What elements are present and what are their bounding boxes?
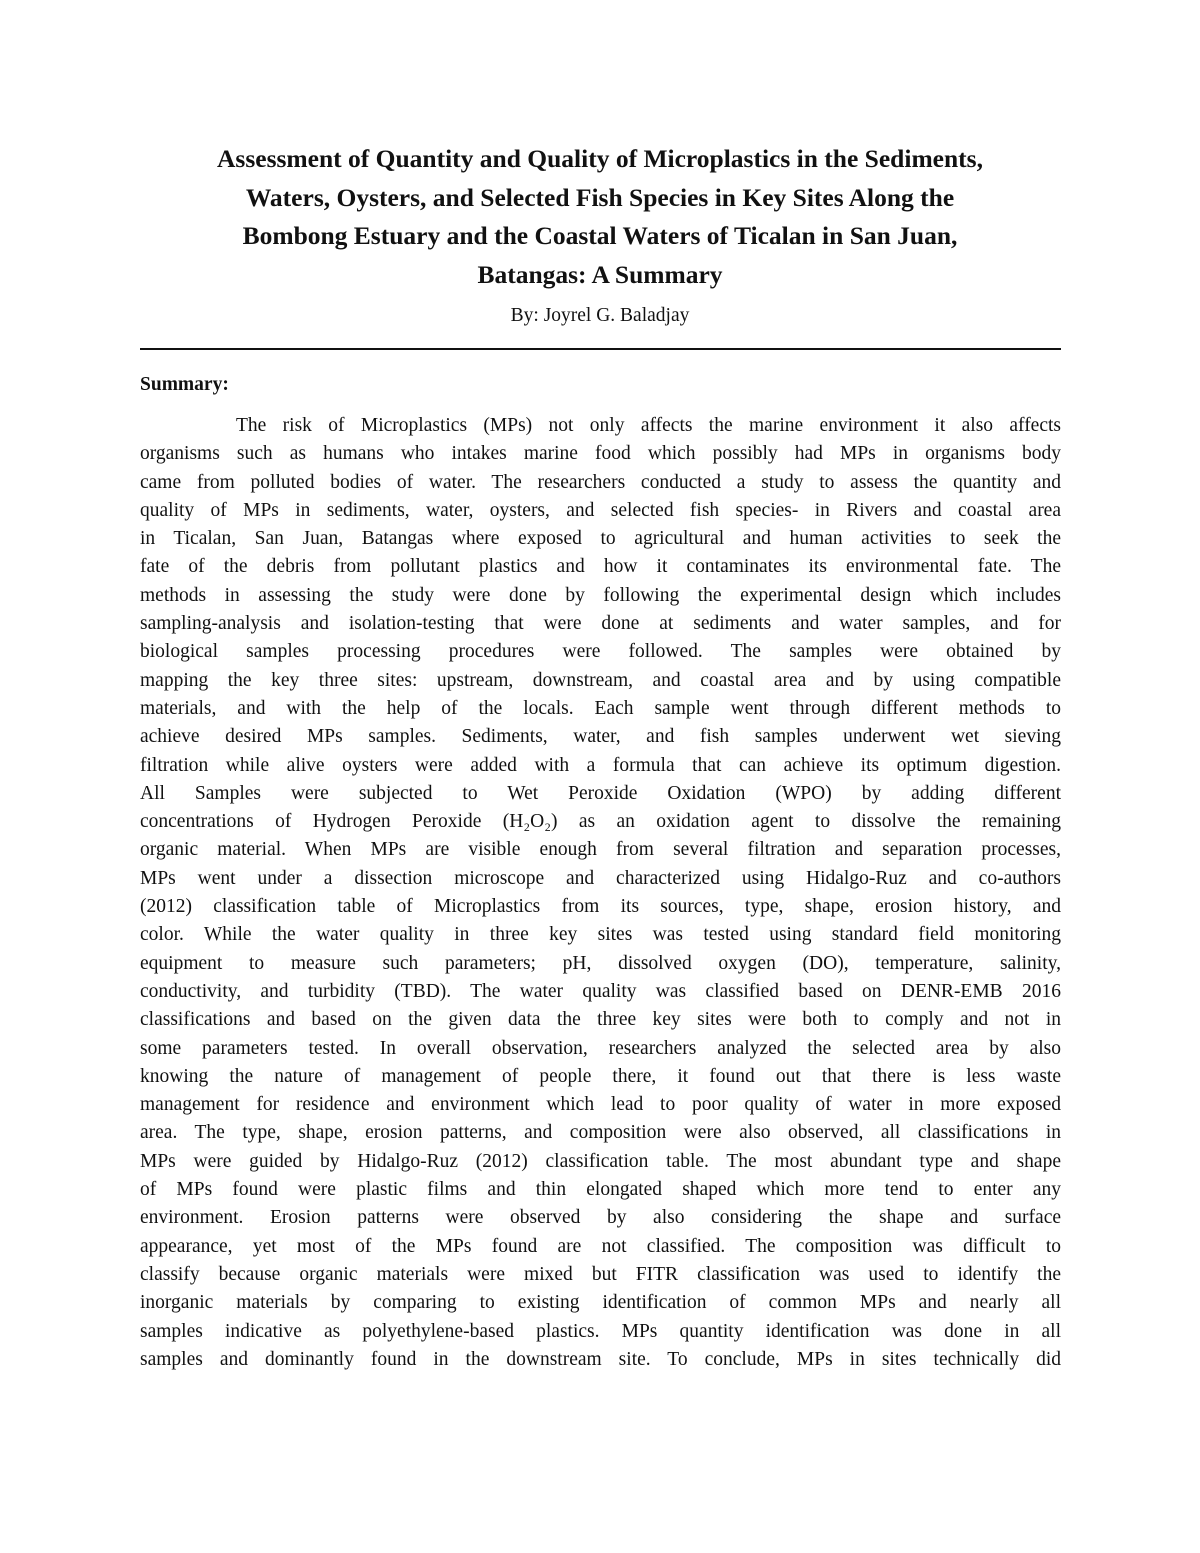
paragraph-line: in Ticalan, San Juan, Batangas where exposed to agricultural and human activities to seek the: [140, 528, 1061, 550]
paragraph-line: some parameters tested. In overall observation, researchers analyzed the selected area by also: [140, 1037, 1061, 1059]
paragraph-line: sampling-analysis and isolation-testing that were done at sediments and water samples, and for: [140, 613, 1061, 635]
paragraph-line: environment. Erosion patterns were observed by also considering the shape and surface: [140, 1207, 1061, 1229]
paragraph-line: organisms such as humans who intakes marine food which possibly had MPs in organisms body: [140, 443, 1061, 465]
paragraph-line: management for residence and environment which lead to poor quality of water in more exposed: [140, 1094, 1061, 1116]
paragraph-line: materials, and with the help of the locals. Each sample went through different methods to: [140, 697, 1061, 719]
paragraph-line: of MPs found were plastic films and thin elongated shaped which more tend to enter any: [140, 1179, 1061, 1201]
paragraph-line: samples and dominantly found in the downstream site. To conclude, MPs in sites technically did: [140, 1348, 1061, 1370]
paragraph-line: The risk of Microplastics (MPs) not only affects the marine environment it also affects: [236, 415, 1061, 436]
paragraph-line: filtration while alive oysters were added with a formula that can achieve its optimum digestion.: [140, 754, 1061, 776]
paragraph-line: concentrations of Hydrogen Peroxide (H₂O₂) as an oxidation agent to dissolve the remaining: [140, 811, 1061, 833]
horizontal-rule: [140, 348, 1061, 350]
paragraph-line: MPs went under a dissection microscope and characterized using Hidalgo-Ruz and co-authors: [140, 867, 1061, 889]
paragraph-line: mapping the key three sites: upstream, downstream, and coastal area and by using compatible: [140, 669, 1061, 691]
section-heading: Summary:: [140, 374, 229, 395]
paragraph-line: quality of MPs in sediments, water, oysters, and selected fish species- in Rivers and coastal area: [140, 499, 1061, 521]
paragraph-line: biological samples processing procedures were followed. The samples were obtained by: [140, 641, 1061, 663]
title-line: Assessment of Quantity and Quality of Microplastics in the Sediments,: [217, 144, 983, 173]
paragraph-line: area. The type, shape, erosion patterns, and composition were also observed, all classifications in: [140, 1122, 1061, 1144]
summary-paragraph: [140, 412, 1061, 1374]
paragraph-line: conductivity, and turbidity (TBD). The water quality was classified based on DENR-EMB 2016: [140, 980, 1061, 1002]
author-byline: By: Joyrel G. Baladjay: [510, 305, 690, 326]
paragraph-line: fate of the debris from pollutant plastics and how it contaminates its environmental fate. The: [140, 556, 1061, 578]
paragraph-line: equipment to measure such parameters; pH, dissolved oxygen (DO), temperature, salinity,: [140, 952, 1061, 974]
paragraph-line: classifications and based on the given data the three key sites were both to comply and not in: [140, 1009, 1061, 1031]
paragraph-line: achieve desired MPs samples. Sediments, water, and fish samples underwent wet sieving: [140, 726, 1061, 748]
paragraph-line: MPs were guided by Hidalgo-Ruz (2012) classification table. The most abundant type and shape: [140, 1150, 1061, 1172]
paragraph-line: came from polluted bodies of water. The researchers conducted a study to assess the quantity and: [140, 471, 1061, 493]
title-line: Batangas: A Summary: [477, 259, 723, 289]
paragraph-line: samples indicative as polyethylene-based plastics. MPs quantity identification was done in all: [140, 1320, 1061, 1342]
paragraph-line: methods in assessing the study were done by following the experimental design which includes: [140, 584, 1061, 606]
document-title: [140, 140, 1060, 294]
paragraph-line: color. While the water quality in three key sites was tested using standard field monitoring: [140, 924, 1061, 946]
paragraph-line: (2012) classification table of Microplastics from its sources, type, shape, erosion history, and: [140, 896, 1061, 918]
paragraph-line: appearance, yet most of the MPs found are not classified. The composition was difficult to: [140, 1235, 1061, 1257]
paragraph-line: organic material. When MPs are visible enough from several filtration and separation processes,: [140, 839, 1061, 861]
paragraph-line: inorganic materials by comparing to existing identification of common MPs and nearly all: [140, 1292, 1061, 1314]
title-line: Bombong Estuary and the Coastal Waters of Ticalan in San Juan,: [242, 221, 958, 250]
paragraph-line: knowing the nature of management of people there, it found out that there is less waste: [140, 1065, 1061, 1087]
title-line: Waters, Oysters, and Selected Fish Species in Key Sites Along the: [245, 182, 955, 212]
paragraph-line: classify because organic materials were mixed but FITR classification was used to identify the: [140, 1263, 1061, 1285]
paragraph-line: All Samples were subjected to Wet Peroxide Oxidation (WPO) by adding different: [140, 782, 1061, 804]
